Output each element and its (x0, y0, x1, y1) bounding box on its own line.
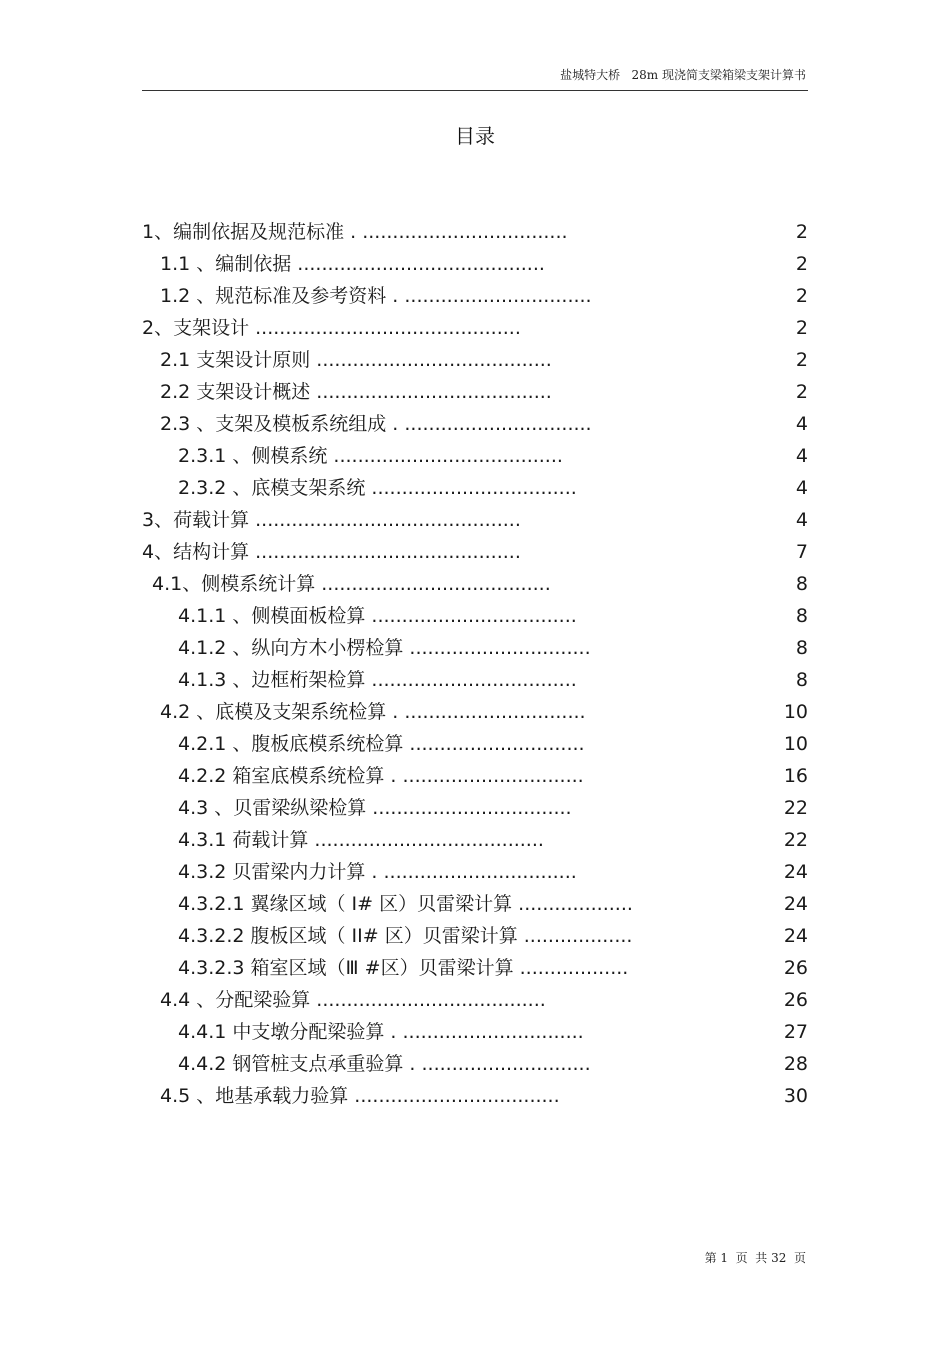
toc-entry[interactable] (0, 632, 950, 664)
toc-entry-page: 4 (795, 445, 808, 467)
page-number-footer: 第 1 页 共 32 页 (704, 1251, 806, 1265)
toc-entry-page: 26 (783, 957, 808, 979)
toc-entry[interactable] (0, 344, 950, 376)
toc-entry[interactable] (0, 856, 950, 888)
running-header: 盐城特大桥 28m 现浇简支梁箱梁支架计算书 (560, 68, 806, 82)
toc-entry-text: 4.4.2 钢管桩支点承重验算 . ............................ (178, 1053, 591, 1075)
toc-entry-text: 4.2 、底模及支架系统检算 . .............................. (160, 701, 586, 723)
toc-entry-text: 4.3.2.3 箱室区域（Ⅲ #区）贝雷梁计算 .................. (178, 957, 629, 979)
toc-entry-text: 4.1.1 、侧模面板检算 .................................. (178, 605, 577, 627)
toc-entry-text: 4.4 、分配梁验算 ...................................... (160, 989, 546, 1011)
toc-entry-page: 2 (795, 317, 808, 339)
toc-entry[interactable] (0, 728, 950, 760)
toc-entry-page: 2 (795, 381, 808, 403)
toc-entry[interactable] (0, 216, 950, 248)
toc-entry-page: 24 (783, 893, 808, 915)
toc-entry-page: 4 (795, 477, 808, 499)
toc-entry[interactable] (0, 472, 950, 504)
toc-entry[interactable] (0, 568, 950, 600)
toc-entry-text: 2.3 、支架及模板系统组成 . ............................... (160, 413, 592, 435)
toc-entry[interactable] (0, 1080, 950, 1112)
toc-entry[interactable] (0, 440, 950, 472)
toc-entry-text: 4.3.2.1 翼缘区域（ I# 区）贝雷梁计算 ................... (178, 893, 633, 915)
toc-entry[interactable] (0, 504, 950, 536)
toc-entry[interactable] (0, 1048, 950, 1080)
toc-entry-page: 10 (783, 733, 808, 755)
toc-entry[interactable] (0, 536, 950, 568)
toc-entry-text: 4.3.1 荷载计算 ...................................... (178, 829, 544, 851)
toc-entry-page: 2 (795, 285, 808, 307)
toc-entry-page: 4 (795, 509, 808, 531)
toc-entry-text: 4.2.1 、腹板底模系统检算 ............................. (178, 733, 585, 755)
toc-entry-text: 2、支架设计 ............................................ (142, 317, 521, 339)
toc-entry[interactable] (0, 952, 950, 984)
toc-entry-page: 26 (783, 989, 808, 1011)
toc-entry[interactable] (0, 888, 950, 920)
toc-entry-page: 2 (795, 221, 808, 243)
toc-entry-text: 4.1.3 、边框桁架检算 .................................. (178, 669, 577, 691)
toc-entry[interactable] (0, 248, 950, 280)
toc-entry[interactable] (0, 920, 950, 952)
toc-entry-text: 1.1 、编制依据 ......................................... (160, 253, 545, 275)
toc-entry-page: 24 (783, 861, 808, 883)
toc-entry-page: 7 (795, 541, 808, 563)
toc-entry[interactable] (0, 664, 950, 696)
toc-entry-page: 22 (783, 829, 808, 851)
toc-entry-text: 4.1.2 、纵向方木小楞检算 .............................. (178, 637, 591, 659)
toc-entry-text: 3、荷载计算 ............................................ (142, 509, 521, 531)
toc-entry-text: 4.3 、贝雷梁纵梁检算 ................................. (178, 797, 572, 819)
toc-entry-page: 10 (783, 701, 808, 723)
toc-entry-page: 2 (795, 253, 808, 275)
toc-entry-page: 24 (783, 925, 808, 947)
toc-entry[interactable] (0, 760, 950, 792)
toc-entry-page: 30 (783, 1085, 808, 1107)
toc-entry[interactable] (0, 312, 950, 344)
toc-entry-text: 2.1 支架设计原则 ....................................... (160, 349, 552, 371)
toc-entry-page: 8 (795, 573, 808, 595)
toc-entry-page: 28 (783, 1053, 808, 1075)
toc-entry[interactable] (0, 792, 950, 824)
toc-entry-page: 16 (783, 765, 808, 787)
toc-entry-text: 4.4.1 中支墩分配梁验算 . .............................. (178, 1021, 584, 1043)
toc-entry-text: 2.3.2 、底模支架系统 .................................. (178, 477, 577, 499)
toc-entry-text: 2.3.1 、侧模系统 ...................................... (178, 445, 563, 467)
toc-entry-text: 4、结构计算 ............................................ (142, 541, 521, 563)
toc-entry-text: 1.2 、规范标准及参考资料 . ............................... (160, 285, 592, 307)
toc-entry-page: 8 (795, 669, 808, 691)
toc-entry[interactable] (0, 600, 950, 632)
toc-entry-page: 27 (783, 1021, 808, 1043)
toc-entry-text: 4.5 、地基承载力验算 .................................. (160, 1085, 560, 1107)
toc-entry-page: 8 (795, 637, 808, 659)
header-divider (142, 90, 808, 91)
toc-entry[interactable] (0, 408, 950, 440)
toc-entry-text: 4.3.2.2 腹板区域（ II# 区）贝雷梁计算 .................. (178, 925, 633, 947)
toc-entry-text: 4.3.2 贝雷梁内力计算 . ................................ (178, 861, 577, 883)
toc-entry-page: 8 (795, 605, 808, 627)
toc-entry[interactable] (0, 1016, 950, 1048)
toc-entry[interactable] (0, 824, 950, 856)
toc-entry-page: 4 (795, 413, 808, 435)
toc-entry-text: 4.2.2 箱室底模系统检算 . .............................. (178, 765, 584, 787)
toc-entry-text: 1、编制依据及规范标准 . .................................. (142, 221, 568, 243)
toc-title: 目录 (455, 124, 495, 148)
toc-entry[interactable] (0, 280, 950, 312)
toc-entry-page: 2 (795, 349, 808, 371)
toc-entry[interactable] (0, 376, 950, 408)
toc-entry-text: 4.1、侧模系统计算 ...................................... (152, 573, 551, 595)
toc-entry-text: 2.2 支架设计概述 ....................................... (160, 381, 552, 403)
toc-entry[interactable] (0, 696, 950, 728)
toc-entry[interactable] (0, 984, 950, 1016)
toc-entry-page: 22 (783, 797, 808, 819)
